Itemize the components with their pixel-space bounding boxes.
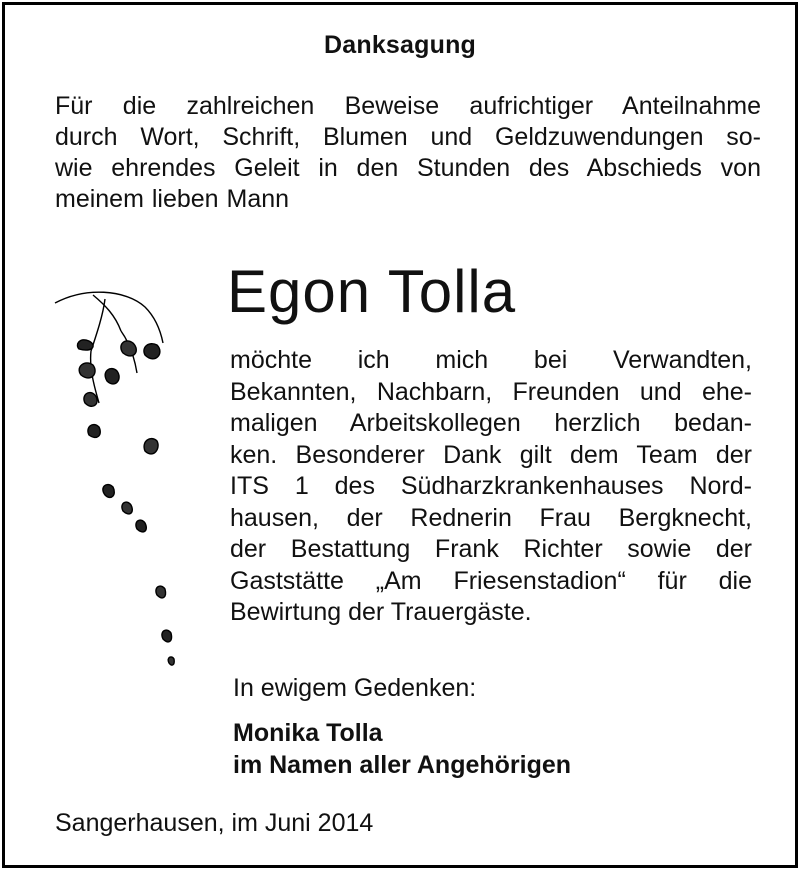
- thanks-line: maligen Arbeitskollegen herzlich bedan-: [230, 409, 752, 437]
- place-date: Sangerhausen, im Juni 2014: [55, 809, 374, 837]
- memorial-phrase: In ewigem Gedenken:: [233, 674, 477, 702]
- intro-line: wie ehrendes Geleit in den Stunden des Abschieds von: [55, 154, 761, 182]
- thanks-line: Gaststätte „Am Friesenstadion“ für die: [230, 566, 752, 595]
- intro-paragraph: [55, 91, 761, 215]
- thanks-line: Bewirtung der Trauergäste.: [230, 598, 532, 626]
- thanks-line: Bekannten, Nachbarn, Freunden und ehe-: [230, 377, 752, 406]
- falling-leaves-branch-icon: [45, 285, 175, 685]
- intro-line: durch Wort, Schrift, Blumen und Geldzuwendungen so-: [55, 123, 761, 151]
- intro-line: meinem lieben Mann: [55, 185, 290, 213]
- signer-block: [233, 717, 571, 781]
- thanks-line: hausen, der Rednerin Frau Bergknecht,: [230, 503, 752, 532]
- signer-note: im Namen aller Angehörigen: [233, 751, 572, 779]
- signer-name: Monika Tolla: [233, 719, 383, 747]
- thanks-line: ken. Besonderer Dank gilt dem Team der: [230, 440, 752, 469]
- intro-line: Für die zahlreichen Beweise aufrichtiger Anteilnahme: [55, 92, 761, 120]
- notice-heading: Danksagung: [323, 31, 477, 59]
- obituary-notice-frame: [2, 2, 798, 868]
- thanks-paragraph: [230, 345, 752, 629]
- thanks-line: möchte ich mich bei Verwandten,: [230, 346, 752, 374]
- deceased-name: Egon Tolla: [227, 258, 517, 325]
- thanks-line: ITS 1 des Südharzkrankenhauses Nord-: [230, 472, 752, 500]
- thanks-line: der Bestattung Frank Richter sowie der: [230, 535, 752, 563]
